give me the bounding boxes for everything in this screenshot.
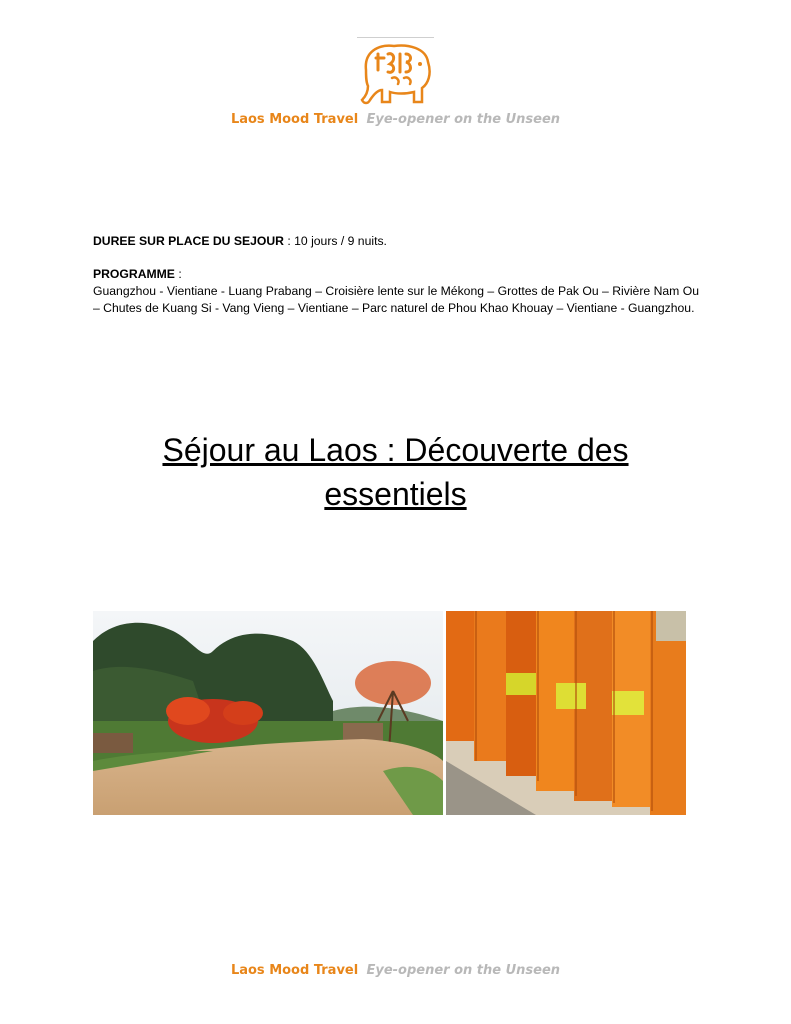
brand-name: Laos Mood Travel bbox=[230, 112, 359, 127]
footer-tagline bbox=[0, 963, 791, 978]
programme-label: PROGRAMME bbox=[93, 267, 175, 281]
landscape-photo bbox=[93, 611, 443, 815]
footer-brand-name: Laos Mood Travel bbox=[230, 963, 359, 978]
footer-brand-slogan: Eye-opener on the Unseen bbox=[366, 963, 561, 978]
duree-line bbox=[93, 233, 699, 250]
monks-photo bbox=[446, 611, 686, 815]
brand-slogan: Eye-opener on the Unseen bbox=[366, 112, 561, 127]
elephant-logo-icon bbox=[356, 40, 436, 108]
programme-heading bbox=[93, 266, 699, 283]
header-rule bbox=[357, 37, 434, 38]
header-tagline bbox=[0, 112, 791, 127]
page-title bbox=[0, 428, 791, 516]
title-line-1: Séjour au Laos : Découverte des bbox=[162, 432, 629, 468]
title-line-2: essentiels bbox=[324, 476, 467, 512]
duree-label: DUREE SUR PLACE DU SEJOUR bbox=[93, 234, 284, 248]
programme-colon: : bbox=[174, 267, 182, 281]
programme-text: Guangzhou - Vientiane - Luang Prabang – Croisière lente sur le Mékong – Grottes de Pak Ou – Rivière Nam Ou – Chutes de Kuang Si - Vang Vieng – Vientiane – Parc naturel de Phou Khao Khouay – Vientiane - Guangzhou. bbox=[93, 284, 699, 315]
duree-value: : 10 jours / 9 nuits. bbox=[283, 234, 387, 248]
